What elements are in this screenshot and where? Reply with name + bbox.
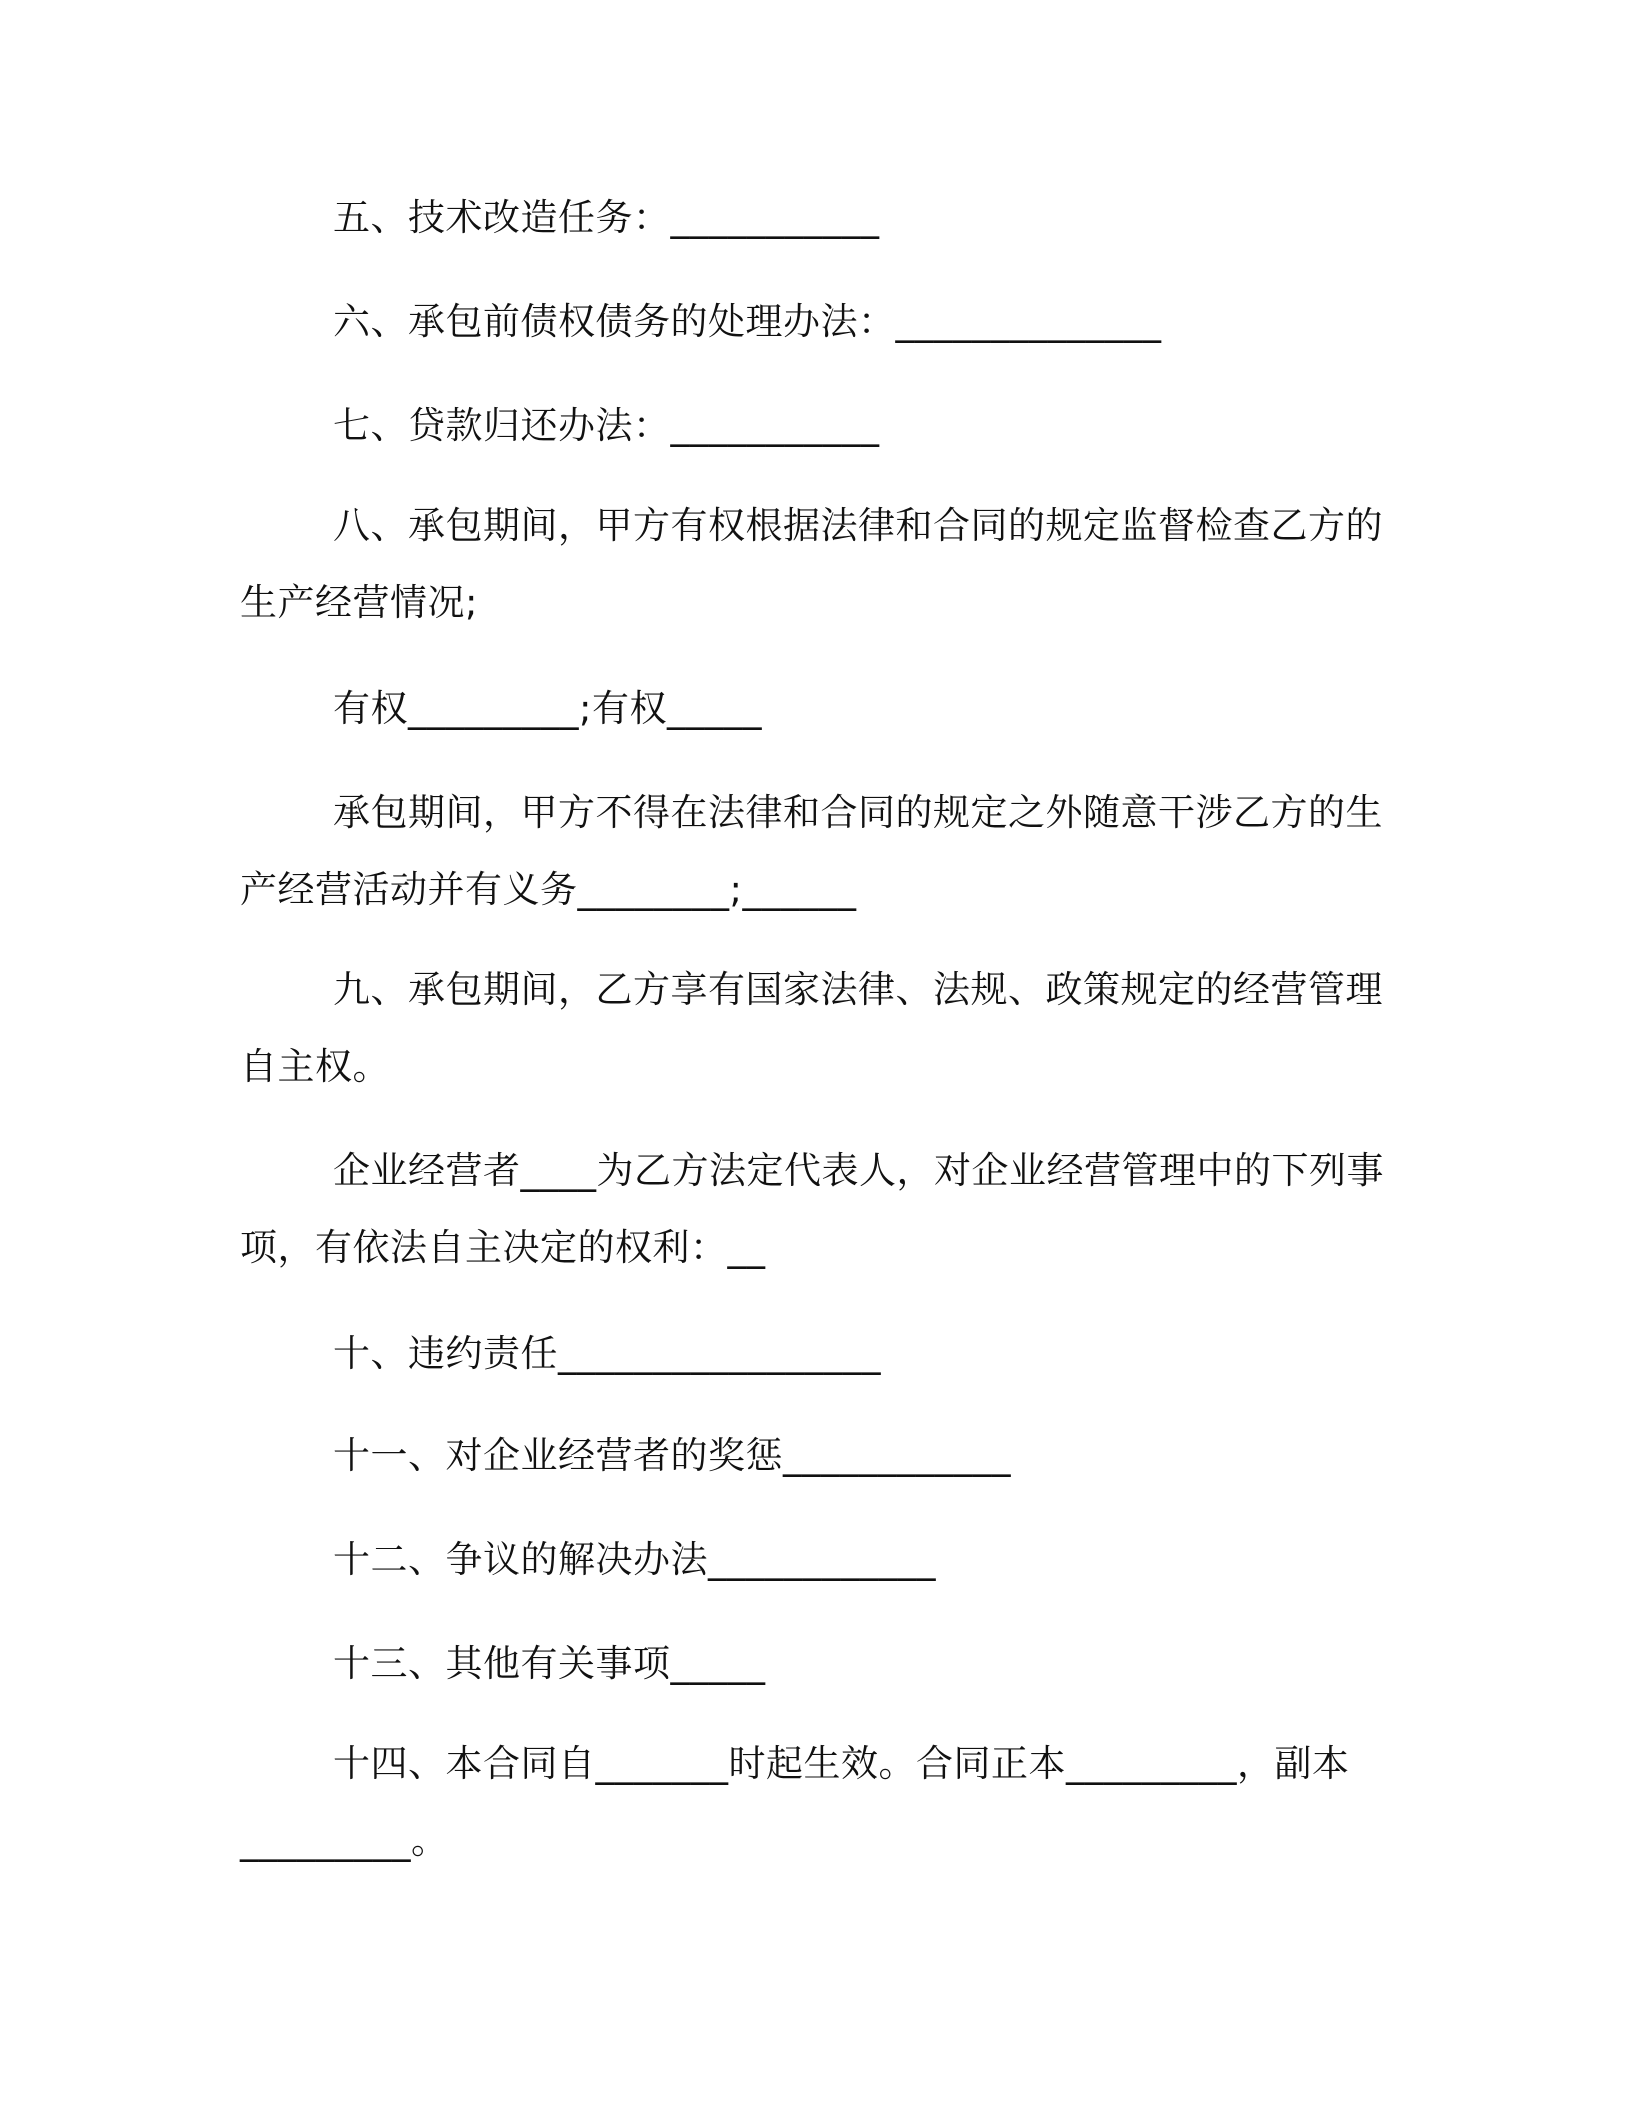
clause-13-other-matters: 十三、其他有关事项_____: [333, 1642, 766, 1685]
clause-14-line-2: _________。: [240, 1819, 449, 1862]
clause-9-line-2: 自主权。: [240, 1045, 390, 1088]
clause-7-loan-repayment: 七、贷款归还办法：___________: [333, 404, 880, 447]
clause-8-rights: 有权_________;有权_____: [333, 687, 762, 730]
clause-9-line-1: 九、承包期间，乙方享有国家法律、法规、政策规定的经营管理: [333, 968, 1383, 1011]
clause-8-line-1: 八、承包期间，甲方有权根据法律和合同的规定监督检查乙方的: [333, 504, 1383, 547]
clause-8-line-2: 生产经营情况;: [240, 581, 478, 624]
clause-11-rewards: 十一、对企业经营者的奖惩____________: [333, 1434, 1011, 1477]
clause-5-tech-transformation: 五、技术改造任务：___________: [333, 196, 880, 239]
clause-8-obligations-line-2: 产经营活动并有义务________;______: [240, 868, 857, 911]
clause-14-line-1: 十四、本合同自_______时起生效。合同正本_________，副本: [333, 1742, 1350, 1785]
clause-8-obligations-line-1: 承包期间，甲方不得在法律和合同的规定之外随意干涉乙方的生: [333, 791, 1383, 834]
clause-12-disputes: 十二、争议的解决办法____________: [333, 1538, 936, 1581]
clause-6-debt-handling: 六、承包前债权债务的处理办法：______________: [333, 300, 1162, 343]
clause-9-operator-line-1: 企业经营者____为乙方法定代表人，对企业经营管理中的下列事: [333, 1149, 1384, 1192]
clause-10-liability: 十、违约责任_________________: [333, 1332, 881, 1375]
clause-9-operator-line-2: 项，有依法自主决定的权利：__: [240, 1226, 766, 1269]
